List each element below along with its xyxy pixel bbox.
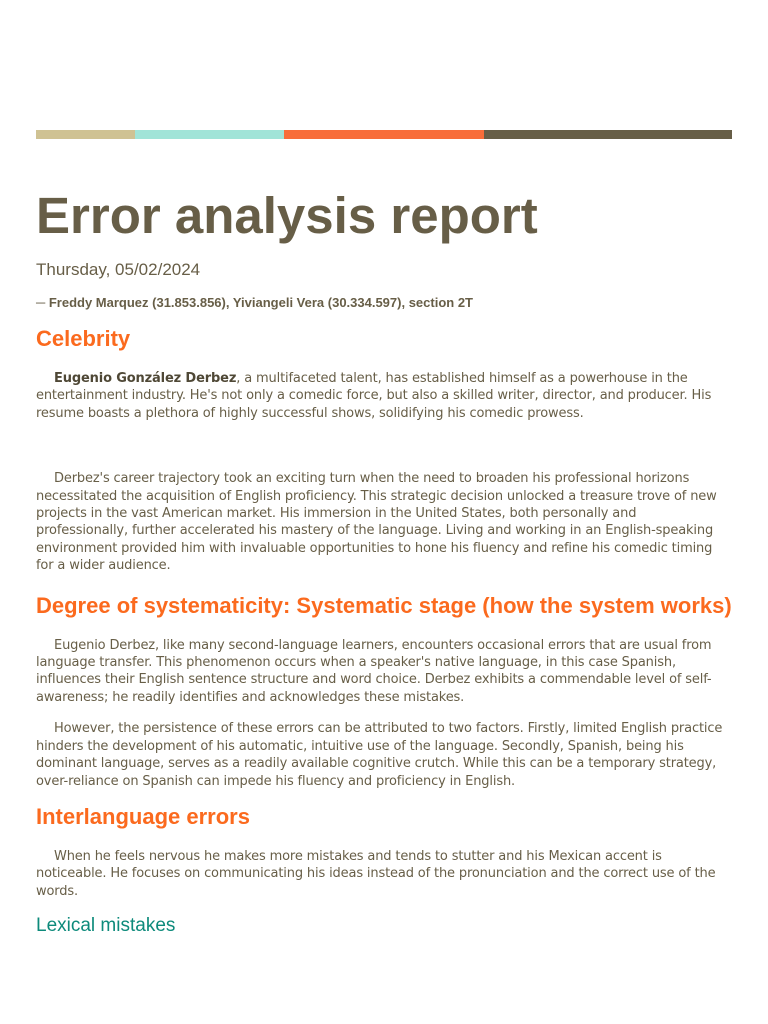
document-body (36, 322, 732, 938)
document-date[interactable]: Thursday, 05/02/2024 (36, 260, 201, 279)
paragraph-celebrity-intro[interactable] (36, 370, 732, 422)
color-bar-segment-tan (36, 130, 135, 139)
paragraph-systematicity-1[interactable]: Eugenio Derbez, like many second-language learners, encounters occasional errors that are usual from language transfer. This phenomenon occurs when a speaker's native language, in this case Spanish, influences their English sentence structure and word choice. Derbez exhibits a commendable level of self-awareness; he readily identifies and acknowledges these mistakes. (36, 637, 712, 705)
document-title[interactable]: Error analysis report (36, 187, 538, 244)
paragraph-systematicity-2[interactable]: However, the persistence of these errors can be attributed to two factors. Firstly, limited English practice hinders the development of his automatic, intuitive use of the language. Secondly, Spanish, being his dominant language, serves as a readily available cognitive crutch. While this can be a temporary strategy, over-reliance on Spanish can impede his fluency and proficiency in English. (36, 721, 723, 789)
decorative-color-bar (36, 130, 732, 139)
paragraph-celebrity-career[interactable]: Derbez's career trajectory took an exciting turn when the need to broaden his professional horizons necessitated the acquisition of English proficiency. This strategic decision unlocked a treasure trove of new projects in the vast American market. His immersion in the United States, both personally and professionally, further accelerated his mastery of the language. Living and working in an English-speaking environment provided him with invaluable opportunities to hone his fluency and refine his comedic timing for a wider audience. (36, 471, 717, 574)
heading-celebrity[interactable]: Celebrity (36, 326, 131, 351)
celebrity-name: Eugenio González Derbez (54, 371, 237, 386)
celebrity-intro-text: , a multifaceted talent, has established himself as a powerhouse in the entertainment industry. He's not only a comedic force, but also a skilled writer, director, and producer. His resume boasts a plethora of highly successful shows, solidifying his comedic prowess. (36, 371, 712, 421)
color-bar-segment-aqua (135, 130, 284, 139)
paragraph-interlanguage[interactable]: When he feels nervous he makes more mistakes and tends to stutter and his Mexican accent is noticeable. He focuses on communicating his ideas instead of the pronunciation and the correct use of the words. (36, 848, 716, 899)
heading-systematicity[interactable]: Degree of systematicity: Systematic stage (how the system works) (36, 592, 732, 618)
document-authors[interactable] (36, 294, 473, 312)
heading-interlanguage[interactable]: Interlanguage errors (36, 803, 250, 829)
heading-lexical-mistakes[interactable]: Lexical mistakes (36, 915, 176, 937)
color-bar-segment-brown (484, 130, 732, 139)
authors-dash: ─ (36, 295, 46, 310)
color-bar-segment-orange (284, 130, 484, 139)
authors-text: Freddy Marquez (31.853.856), Yiviangeli Vera (30.334.597), section 2T (48, 295, 473, 310)
